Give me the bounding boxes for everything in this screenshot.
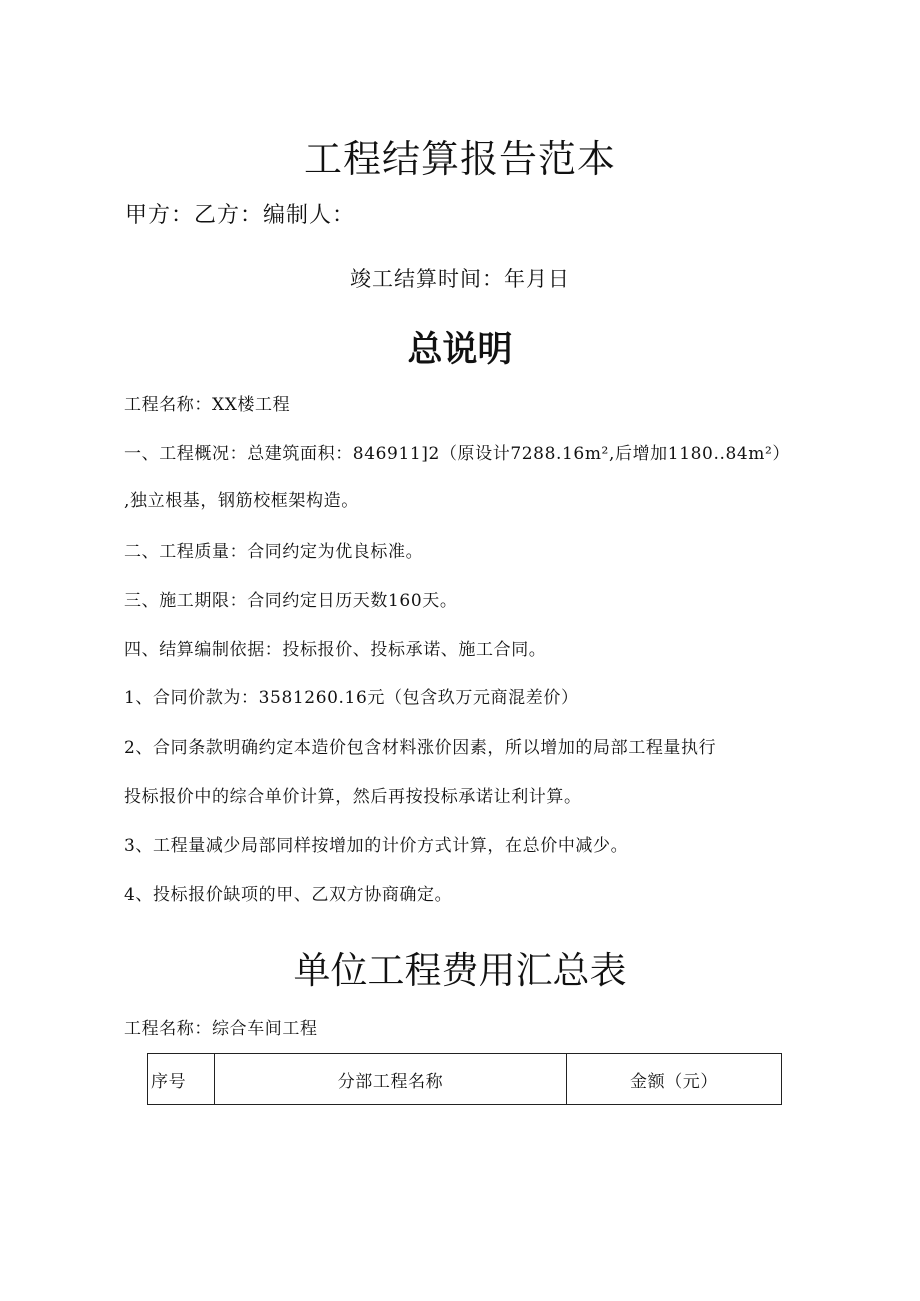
header-section-name: 分部工程名称 bbox=[215, 1054, 567, 1105]
overview-paragraph: 一、工程概况：总建筑面积：846911]2（原设计7288.16m²,后增加1180..84m²） bbox=[124, 444, 791, 464]
quantity-reduction-paragraph: 3、工程量减少局部同样按增加的计价方式计算，在总价中减少。 bbox=[124, 836, 629, 856]
price-terms-paragraph: 2、合同条款明确约定本造价包含材料涨价因素，所以增加的局部工程量执行 bbox=[124, 738, 717, 758]
header-serial-number: 序号 bbox=[148, 1054, 215, 1105]
price-terms-paragraph-continued: 投标报价中的综合单价计算，然后再按投标承诺让利计算。 bbox=[124, 787, 582, 807]
general-notes-heading: 总说明 bbox=[407, 330, 513, 370]
cost-summary-table bbox=[147, 1053, 782, 1105]
quality-paragraph: 二、工程质量：合同约定为优良标准。 bbox=[124, 542, 424, 562]
table-header-row bbox=[148, 1054, 782, 1105]
contract-price-paragraph: 1、合同价款为：3581260.16元（包含玖万元商混差价） bbox=[124, 688, 579, 708]
missing-items-paragraph: 4、投标报价缺项的甲、乙双方协商确定。 bbox=[124, 885, 453, 905]
summary-project-name-line: 工程名称：综合车间工程 bbox=[124, 1019, 318, 1039]
parties-line: 甲方：乙方：编制人： bbox=[125, 203, 356, 228]
basis-paragraph: 四、结算编制依据：投标报价、投标承诺、施工合同。 bbox=[124, 640, 547, 660]
overview-paragraph-continued: ,独立根基，钢筋校框架构造。 bbox=[124, 491, 359, 511]
cost-summary-heading: 单位工程费用汇总表 bbox=[293, 949, 627, 992]
project-name-line: 工程名称：XX楼工程 bbox=[124, 395, 291, 415]
document-title: 工程结算报告范本 bbox=[303, 137, 616, 181]
completion-date-line: 竣工结算时间：年月日 bbox=[350, 267, 570, 291]
header-amount: 金额（元） bbox=[567, 1054, 782, 1105]
duration-paragraph: 三、施工期限：合同约定日历天数160天。 bbox=[124, 591, 458, 611]
